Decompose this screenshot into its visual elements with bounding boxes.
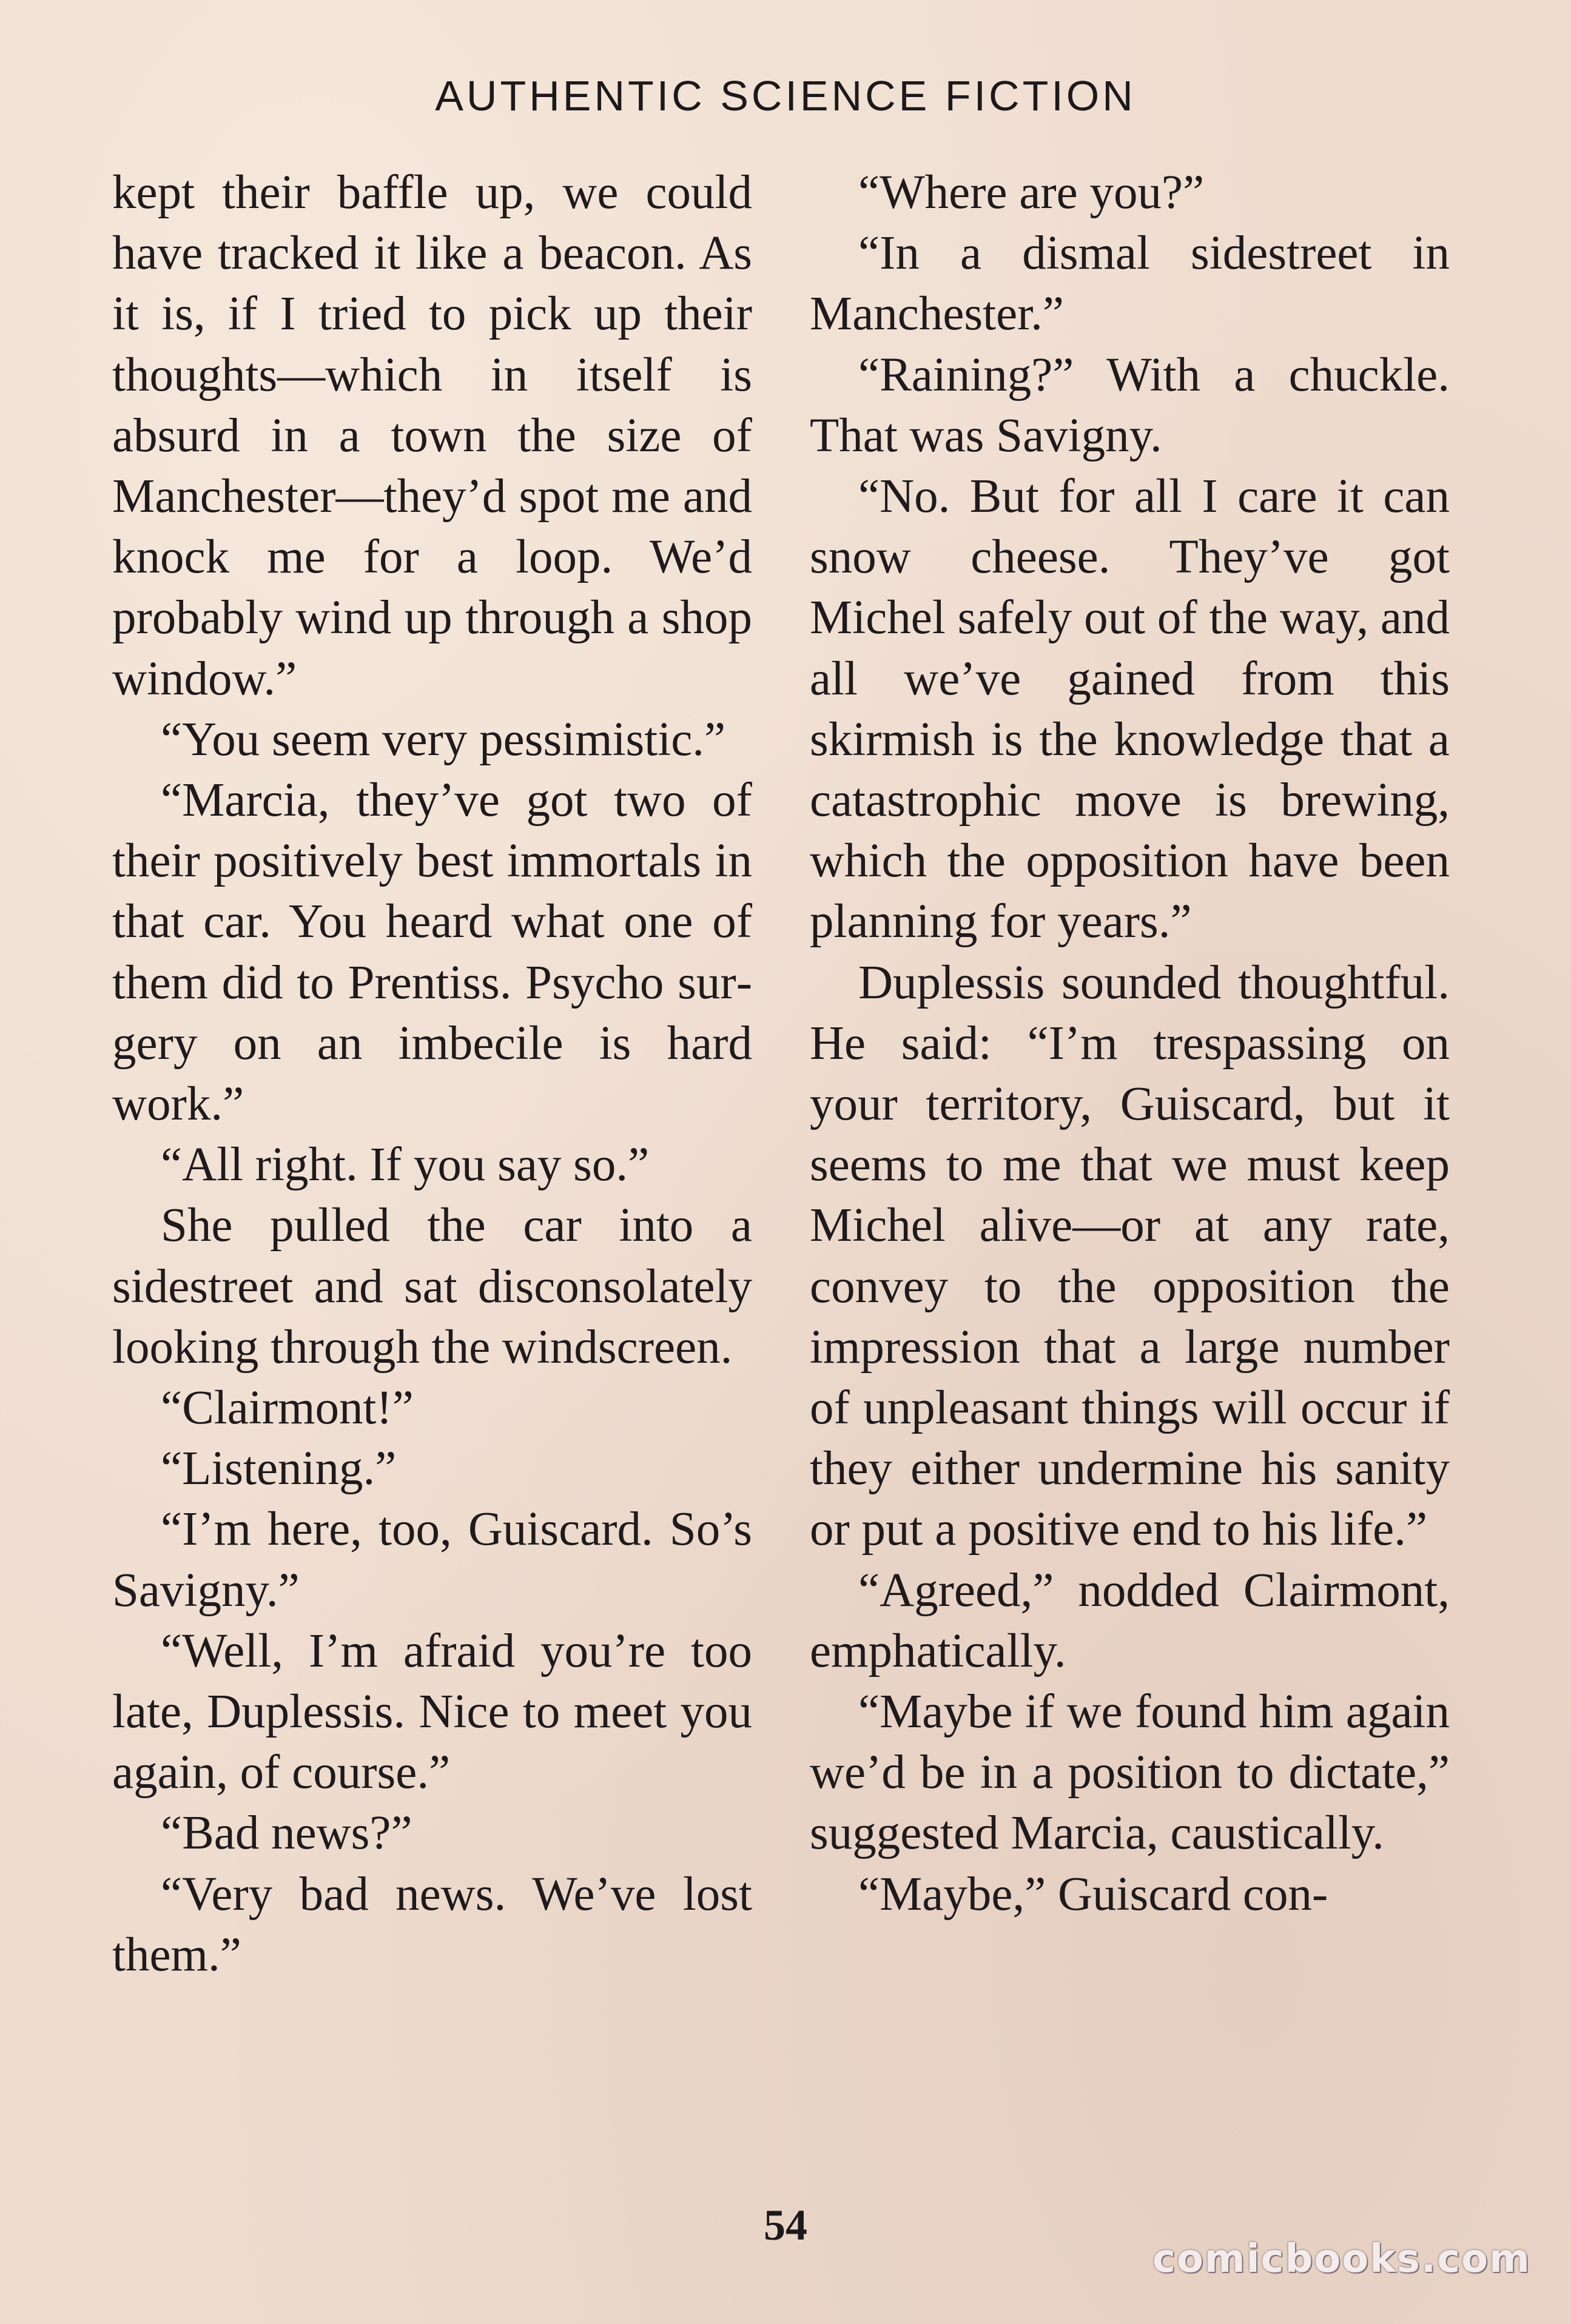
paragraph: “In a dismal sidestreet in Manchester.” [810, 227, 1450, 341]
paragraph: “Where are you?” [858, 166, 1205, 219]
paragraph: “Raining?” With a chuckle. That was Savigny. [810, 348, 1450, 462]
right-column [810, 163, 1450, 1925]
paragraph: “Clairmont!” [161, 1382, 414, 1435]
paragraph: “Well, I’m afraid you’re too late, Duplessis. Nice to meet you again, of course.” [112, 1624, 752, 1799]
paragraph: Duplessis sounded thoughtful. He said: “I’m trespassing on your territory, Guiscard, but it seems to me that we must keep Michel alive—or at any rate, convey to the opposition the impression that a large number of unpleasant things will occur if they either undermine his sanity or put a positive end to his life.” [810, 956, 1450, 1556]
paragraph: “Listening.” [161, 1442, 397, 1496]
watermark: comicbooks.com [1152, 2237, 1531, 2282]
paragraph: “Maybe,” Guiscard con- [858, 1867, 1328, 1921]
paragraph: kept their baffle up, we could have tracked it like a beacon. As it is, if I tried to pick up their thoughts—which in itself is absurd in a town the size of Manchester—they’d spot me and knock me for a loop. We’d probably wind up through a shop window.” [112, 166, 752, 705]
paragraph: “Marcia, they’ve got two of their positively best immortals in that car. You heard what one of them did to Prentiss. Psycho surgery on an imbecile is hard work.” [112, 774, 752, 1131]
paragraph: “You seem very pessimistic.” [161, 713, 726, 766]
paragraph: “I’m here, too, Guiscard. So’s Savigny.” [112, 1503, 752, 1617]
paragraph: “All right. If you say so.” [161, 1138, 650, 1192]
paragraph: “Maybe if we found him again we’d be in a position to dictate,” suggested Marcia, caustically. [810, 1685, 1450, 1860]
paragraph: “Very bad news. We’ve lost them.” [112, 1867, 752, 1981]
left-column [112, 163, 752, 1986]
paragraph: “No. But for all I care it can snow cheese. They’ve got Michel safely out of the way, and all we’ve gained from this skirmish is the knowledge that a catastrophic move is brewing, which the opposition have been planning for years.” [810, 470, 1450, 949]
running-head: AUTHENTIC SCIENCE FICTION [435, 72, 1136, 119]
paragraph: “Bad news?” [161, 1807, 412, 1860]
paragraph: She pulled the car into a sidestreet and sat disconsolately looking through the windscreen. [112, 1199, 752, 1374]
page-number: 54 [764, 2201, 807, 2249]
paragraph: “Agreed,” nodded Clairmont, emphatically. [810, 1563, 1450, 1678]
